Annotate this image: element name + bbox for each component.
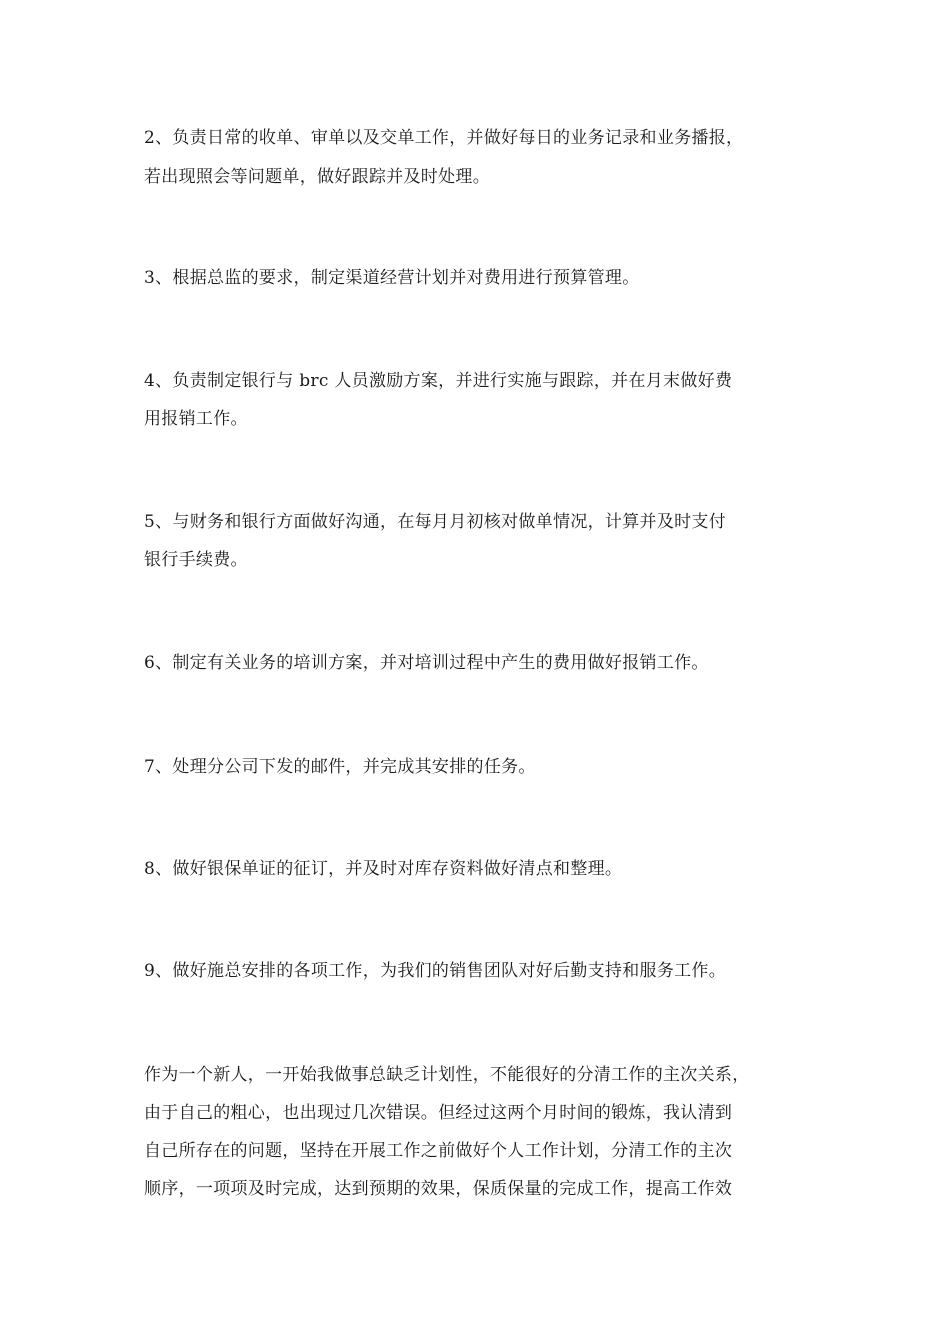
paragraph-item-4-line-1: 4、负责制定银行与 brc 人员激励方案，并进行实施与跟踪，并在月末做好费 bbox=[144, 371, 733, 391]
paragraph-summary-line-2: 由于自己的粗心，也出现过几次错误。但经过这两个月时间的锻炼，我认清到 bbox=[144, 1103, 733, 1123]
paragraph-summary-line-1: 作为一个新人，一开始我做事总缺乏计划性，不能很好的分清工作的主次关系， bbox=[144, 1065, 750, 1085]
paragraph-summary-line-4: 顺序，一项项及时完成，达到预期的效果，保质保量的完成工作，提高工作效 bbox=[144, 1179, 733, 1199]
paragraph-item-4-line-2: 用报销工作。 bbox=[144, 409, 248, 429]
paragraph-item-9: 9、做好施总安排的各项工作，为我们的销售团队对好后勤支持和服务工作。 bbox=[144, 961, 727, 981]
paragraph-item-5-line-1: 5、与财务和银行方面做好沟通，在每月月初核对做单情况，计算并及时支付 bbox=[144, 512, 727, 532]
paragraph-item-6: 6、制定有关业务的培训方案，并对培训过程中产生的费用做好报销工作。 bbox=[144, 653, 709, 673]
paragraph-item-3: 3、根据总监的要求，制定渠道经营计划并对费用进行预算管理。 bbox=[144, 268, 640, 288]
paragraph-item-2-line-1: 2、负责日常的收单、审单以及交单工作，并做好每日的业务记录和业务播报， bbox=[144, 128, 744, 148]
paragraph-summary-line-3: 自己所存在的问题，坚持在开展工作之前做好个人工作计划，分清工作的主次 bbox=[144, 1141, 733, 1161]
paragraph-item-5-line-2: 银行手续费。 bbox=[144, 550, 248, 570]
paragraph-item-8: 8、做好银保单证的征订，并及时对库存资料做好清点和整理。 bbox=[144, 859, 623, 879]
paragraph-item-7: 7、处理分公司下发的邮件，并完成其安排的任务。 bbox=[144, 757, 536, 777]
paragraph-item-2-line-2: 若出现照会等问题单，做好跟踪并及时处理。 bbox=[144, 167, 490, 187]
